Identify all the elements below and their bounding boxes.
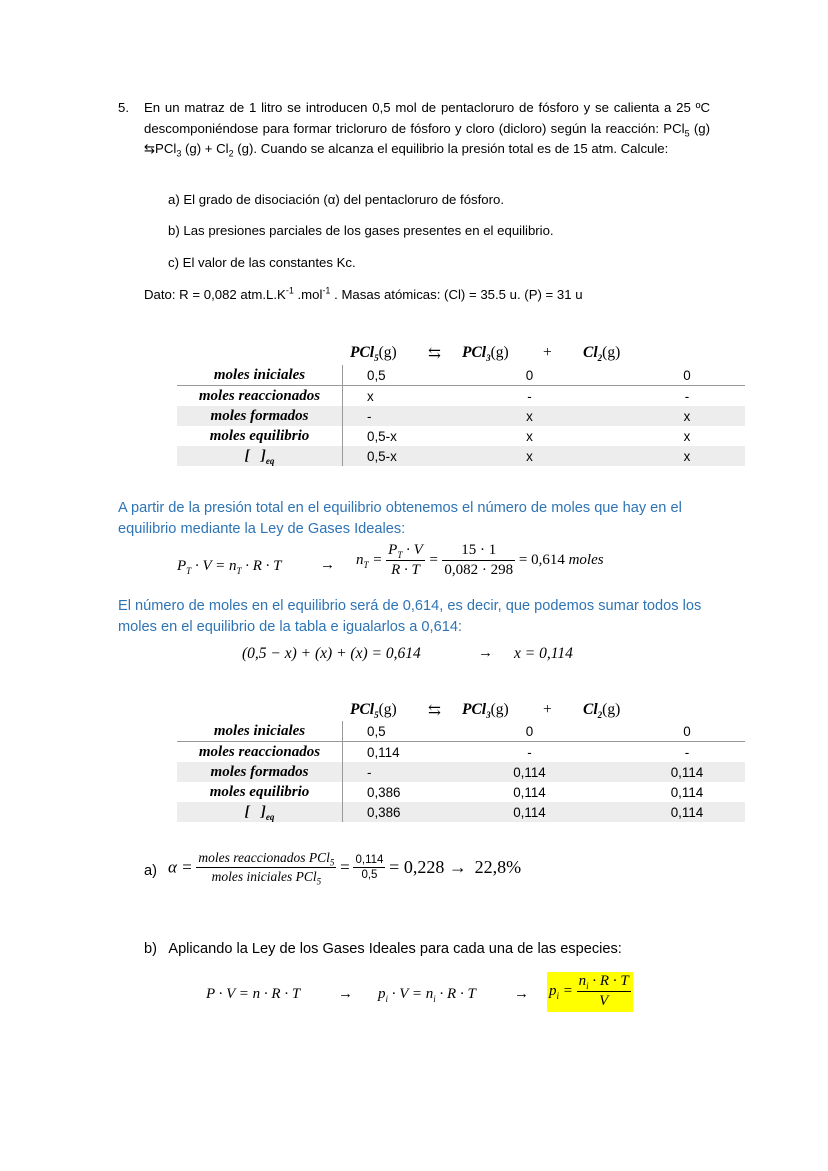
reaction-header-1 [350,344,397,362]
eq1-mid: · V = n [191,558,237,574]
concentration-brackets: [ ] [244,447,266,464]
sub-pcl5: 5 [684,128,690,139]
row-label: moles iniciales [177,721,343,742]
cell: 0,114 [442,802,617,822]
answer-b-text: b) Aplicando la Ley de los Gases Ideales para cada una de las especies: [144,941,622,957]
arrow-4: → [514,986,529,1002]
dato-text-3: . Masas atómicas: (Cl) = 35.5 u. (P) = 31 u [330,287,583,302]
alpha-frac2-den: 0,5 [361,869,378,881]
eq-sub: eq [265,811,275,822]
row-label: moles formados [177,762,343,782]
question-b: b) Las presiones parciales de los gases presentes en el equilibrio. [168,223,554,238]
pi: p [378,986,386,1002]
reaction-header-1c [583,344,620,362]
reaction-header-2 [350,701,397,719]
species-3-state: (g) [602,344,621,361]
species-1: PCl [350,344,375,361]
dato-sup-2: -1 [322,285,331,296]
solution-paragraph-1: A partir de la presión total en el equilibrio obtenemos el número de moles que hay en el equilibrio mediante la Ley de Gases Ideales: [118,500,682,537]
question-a: a) El grado de disociación (α) del pentacloruro de fósforo. [168,192,505,207]
general-gas-equation: P · V = n · R · T [206,986,301,1002]
table-row [177,802,745,822]
concentration-brackets: [ ] [244,803,266,820]
alpha-frac2-num: 0,114 [355,854,384,866]
arrow-2: → [478,645,493,661]
hl-num-tail: · R · T [588,973,629,989]
cell: 0,5 [343,365,443,386]
cell: x [442,406,617,426]
species-1-state: (g) [378,344,397,361]
alpha-percent: 22,8% [474,857,522,877]
cell: 0 [617,721,745,742]
cell: 0,114 [617,762,745,782]
problem-text-r2: (g) + Cl [181,141,229,156]
alpha-numeric-fraction [353,854,385,881]
cell: x [526,428,533,444]
pi-tail: · R · T [435,986,476,1002]
cell: - [684,388,690,404]
cell: - [527,744,532,760]
partial-gas-equation [378,986,476,1003]
cell: - [527,388,532,404]
eq1-result: = 0,614 [518,552,565,568]
cell: 0,386 [367,784,401,800]
cell: - [343,762,443,782]
reaction-header-1b [462,344,509,362]
alpha-fraction [196,850,336,885]
table-row [177,426,745,446]
frac2-den: 0,082 · 298 [444,562,514,578]
hl-num: n [578,973,587,989]
arrow-1: → [320,557,335,573]
cell: 0 [442,365,617,386]
hl-p: p [549,983,557,999]
equilibrium-arrow-1: ⇆ [428,345,441,362]
cell: 0 [617,365,745,386]
cell: 0,386 [343,802,443,822]
equilibrium-arrow-2: ⇆ [428,702,441,719]
species-2-state: (g) [490,701,509,718]
eq1-unit: moles [568,552,604,568]
pi-sub: i [385,994,389,1004]
plus-1: + [543,344,552,361]
ice-table-1 [177,365,745,466]
alpha-symbol: α = [168,857,193,877]
dato-sup-1: -1 [285,285,294,296]
arrow-3: → [338,986,353,1002]
cell: x [683,428,691,444]
alpha-num: moles reaccionados PCl [198,850,330,865]
alpha-equation: α = $\frac{moles reaccionados PCl_5}{moles iniciales PCl_5}$ = $\frac{0,114}{0,5}$ = 0,228 → 22,8% [168,850,522,887]
cell: 0,5-x [343,446,443,466]
problem-text-2: (g). Cuando se alcanza el equilibrio la presión total es de 15 atm. Calcule: [233,141,669,156]
question-c: c) El valor de las constantes Kc. [168,255,356,270]
cell: x [617,406,745,426]
cell: - [684,744,690,760]
row-label: moles equilibrio [177,782,343,802]
ice-table-2 [177,721,745,822]
cell: - [343,406,443,426]
nt-sub: T [363,560,369,570]
species-3-sub: 2 [597,353,603,364]
table-row [177,446,745,466]
row-label [177,446,343,466]
cell: x [442,446,617,466]
cell: 0,114 [442,762,617,782]
ni-sub: i [433,994,436,1004]
table-row [177,365,745,386]
cell: 0,114 [367,744,400,760]
hl-den: V [599,993,609,1009]
fraction-numeric [442,542,515,579]
eq1-p: P [177,558,187,574]
sub-pcl3: 3 [176,148,182,159]
species-1-sub: 5 [374,710,379,721]
eq1-mid-sub: T [236,566,242,576]
table-row [177,762,745,782]
species-3: Cl [583,701,598,718]
species-1-state: (g) [378,701,397,718]
x-result: x = 0,114 [514,645,573,662]
problem-text-r1: (g) ⇆PCl [144,120,710,156]
row-label [177,802,343,822]
frac1-num-sub: T [397,550,403,560]
row-label: moles formados [177,406,343,426]
cell: 0,5-x [367,428,397,444]
answer-a-label: a) [144,863,157,879]
frac2-num: 15 · 1 [442,542,515,561]
reaction-header-2b [462,701,509,719]
alpha-num-sub: 5 [329,857,335,868]
cell: 0 [442,721,617,742]
dato-line [144,285,583,306]
nt: n [356,552,364,568]
cell: 0,114 [513,784,546,800]
moles-calculation: $n_T$ = $\frac{P_T \cdot V}{R \cdot T}$ = $\frac{15 \cdot 1}{0,082 \cdot 298}$ = 0,614 moles [356,542,604,578]
dato-text-1: Dato: R = 0,082 atm.L.K [144,287,286,302]
species-2-sub: 3 [486,710,491,721]
problem-number: 5. [118,100,129,115]
species-3: Cl [583,344,598,361]
row-label: moles equilibrio [177,426,343,446]
cell: 0,5 [343,721,443,742]
cell: 0,114 [617,802,745,822]
problem-text-1: En un matraz de 1 litro se introducen 0,5 mol de pentacloruro de fósforo y se calienta a 25 ºC descomponiéndose para formar tricloruro de fósforo y cloro (dicloro) según la reacción: PCl [144,100,710,136]
ideal-gas-equation [177,558,281,575]
alpha-den: moles iniciales PCl [211,869,317,884]
pi-mid: · V = n [388,986,434,1002]
cell: x [367,388,374,404]
hl-num-sub: i [586,981,589,991]
alpha-result: = 0,228 → [389,857,467,877]
plus-2: + [543,701,552,718]
dato-text-2: .mol [293,287,323,302]
highlighted-partial-pressure-formula [547,972,633,1012]
problem-statement [144,98,710,160]
table-row [177,721,745,742]
frac1-den: R · T [391,562,420,578]
alpha-den-sub: 5 [316,876,322,887]
hl-eq: = [559,983,573,999]
cell: 0,114 [670,784,704,800]
fraction-pv-rt [386,542,425,579]
eq1-rhs: · R · T [241,558,282,574]
row-label: moles iniciales [177,365,343,386]
frac1-num: P [388,542,398,558]
species-2: PCl [462,701,487,718]
table-row [177,386,745,407]
reaction-header-2c [583,701,620,719]
species-1: PCl [350,701,375,718]
species-2-sub: 3 [486,353,491,364]
row-label: moles reaccionados [177,742,343,763]
eq-sub: eq [265,455,275,466]
hl-fraction [577,973,631,1010]
sum-equation: (0,5 − x) + (x) + (x) = 0,614 [242,645,421,662]
species-2-state: (g) [490,344,509,361]
solution-paragraph-2: El número de moles en el equilibrio será de 0,614, es decir, que podemos sumar todos los moles en el equilibrio de la tabla e igualarlos a 0,614: [118,598,702,635]
species-2: PCl [462,344,487,361]
table-row [177,406,745,426]
row-label: moles reaccionados [177,386,343,407]
species-3-sub: 2 [597,710,603,721]
table-row [177,742,745,763]
eq1-p-sub: T [186,566,192,576]
cell: x [617,446,745,466]
sub-cl2: 2 [228,148,234,159]
species-3-state: (g) [602,701,621,718]
species-1-sub: 5 [374,353,379,364]
hl-p-sub: i [556,991,560,1001]
frac1-num-tail: · V [402,542,423,558]
table-row [177,782,745,802]
